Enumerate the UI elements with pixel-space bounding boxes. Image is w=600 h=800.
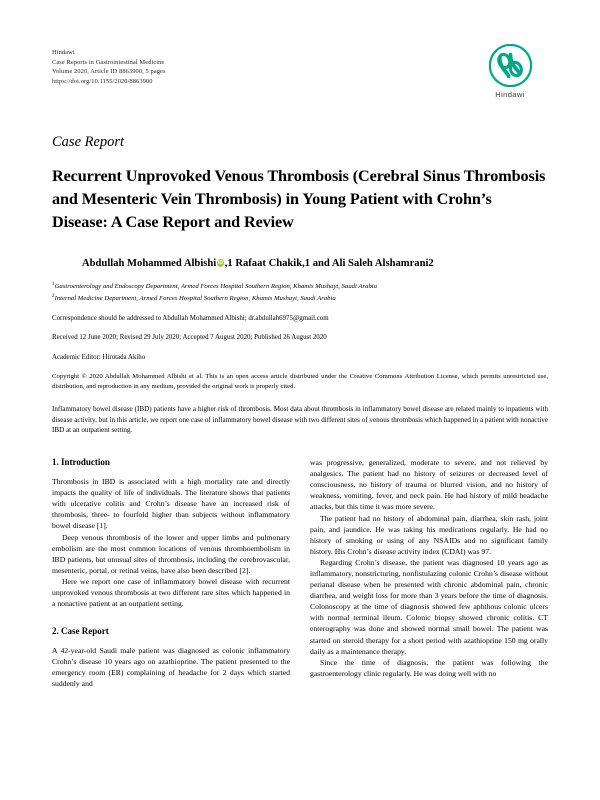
author-list — [52, 256, 548, 271]
column-right — [310, 457, 548, 690]
author-primary: Abdullah Mohammed Albishi — [82, 258, 217, 269]
doi-link[interactable]: https://doi.org/10.1155/2020/8863900 — [52, 77, 153, 85]
publisher-logo — [472, 44, 548, 99]
correspondence: Correspondence should be addressed to Abdullah Mohammed Albishi; dr.abdullah6975@gmail.com — [52, 315, 329, 323]
abstract: Inflammatory bowel disease (IBD) patients have a higher risk of thrombosis. Most data about thrombosis in inflammatory bowel disease are related mainly to inpatients with disease activity, but in this article, we report one case of inflammatory bowel disease with two different sites of venous thrombosis which happened in a patient with nonactive IBD at an outpatient setting. — [52, 405, 548, 434]
paragraph: Thrombosis in IBD is associated with a high mortality rate and directly impacts the quality of life of individuals. The literature shows that patients with ulcerative colitis and Crohn’s disease have an increased risk of thrombosis, three- to fourfold higher than subjects without inflammatory bowel disease [1]. — [52, 477, 290, 531]
column-left — [52, 457, 290, 690]
paragraph: Here we report one case of inflammatory bowel disease with recurrent unprovoked venous thrombosis at two different rare sites which happened in a nonactive patient at an outpatient setting. — [52, 576, 290, 609]
copyright-notice: Copyright © 2020 Abdullah Mohammed Albishi et al. This is an open access article distributed under the Creative Commons Attribution License, which permits unrestricted use, distribution, and reproduction in any medium, provided the original work is properly cited. — [52, 373, 548, 390]
orcid-icon[interactable] — [217, 259, 225, 267]
masthead — [52, 48, 548, 110]
affiliation-2-text: Internal Medicine Department, Armed Forces Hospital Southern Region, Khamis Mushayt, Saudi Arabia — [54, 294, 336, 302]
volume-info: Volume 2020, Article ID 8863900, 5 pages — [52, 68, 166, 76]
author-rest: ,1 Rafaat Chakik,1 and Ali Saleh Alshamrani2 — [224, 258, 434, 269]
paragraph: Since the time of diagnosis, the patient was following the gastroenterology clinic regularly. He was doing well with no — [310, 657, 548, 678]
submission-dates: Received 12 June 2020; Revised 29 July 2020; Accepted 7 August 2020; Published 26 August 2020 — [52, 334, 327, 342]
article-type: Case Report — [52, 134, 125, 150]
paragraph: Deep venous thrombosis of the lower and upper limbs and pulmonary embolism are the most common locations of venous thromboembolism in IBD patients, but unusual sites of thrombosis, including the cerebrovascular, mesenteric, portal, or retinal veins, have also been described [2]. — [52, 532, 290, 575]
academic-editor: Academic Editor: Hirotada Akiho — [52, 354, 146, 362]
section-heading-introduction: 1. Introduction — [52, 457, 110, 468]
affiliation-1: $^1$Gastroenterology and Endoscopy Department, Armed Forces Hospital Southern Region, Khamis Mushayt, Saudi Arabia — [52, 281, 377, 291]
journal-name: Case Reports in Gastrointestinal Medicine — [52, 58, 165, 66]
paragraph: was progressive, generalized, moderate to severe, and not relieved by analgesics. The patient had no history of seizures or decreased level of consciousness, no history of trauma or blurred vision, and no history of weakness, vomiting, fever, and neck pain. He had history of mild headache attacks, but this time it was more severe. — [310, 458, 548, 512]
logo-wordmark: Hindawi — [495, 90, 525, 99]
affiliation-2: $^2$Internal Medicine Department, Armed Forces Hospital Southern Region, Khamis Mushayt, Saudi Arabia — [52, 292, 336, 302]
paragraph: Regarding Crohn’s disease, the patient was diagnosed 10 years ago as inflammatory, nonstricturing, nonfistulazing colonic Crohn’s disease without perianal disease when he presented with chronic abdominal pain, chronic diarrhea, and weight loss for more than 3 years before the time of diagnosis. Colonoscopy at the time of diagnosis showed few aphthous colonic ulcers with normal terminal ileum. Colonic biopsy showed chronic colitis. CT enterography was done and showed normal small bowel. The patient was started on steroid therapy for a short period with azathioprine 150 mg orally daily as a maintenance therapy. — [310, 557, 548, 656]
paragraph: A 42-year-old Saudi male patient was diagnosed as colonic inflammatory Crohn’s disease 10 years ago on azathioprine. The patient presented to the emergency room (ER) complaining of headache for 2 days which started suddenly and — [52, 646, 290, 689]
page-title: Recurrent Unprovoked Venous Thrombosis (Cerebral Sinus Thrombosis and Mesenteric Vein Thrombosis) in Young Patient with Crohn’s Disease: A Case Report and Review — [52, 167, 546, 231]
paragraph: The patient had no history of abdominal pain, diarrhea, skin rash, joint pain, and jaundice. He was taking his medications regularly. He had no history of smoking or using of any NSAIDs and no significant family history. His Crohn’s disease activity index (CDAI) was 97. — [310, 513, 548, 556]
hindawi-logo-icon — [489, 44, 532, 87]
affiliation-1-text: Gastroenterology and Endoscopy Department, Armed Forces Hospital Southern Region, Khamis Mushayt, Saudi Arabia — [54, 283, 377, 291]
section-heading-case-report: 2. Case Report — [52, 626, 109, 637]
body-columns — [52, 457, 548, 690]
publisher-name: Hindawi — [52, 49, 75, 56]
